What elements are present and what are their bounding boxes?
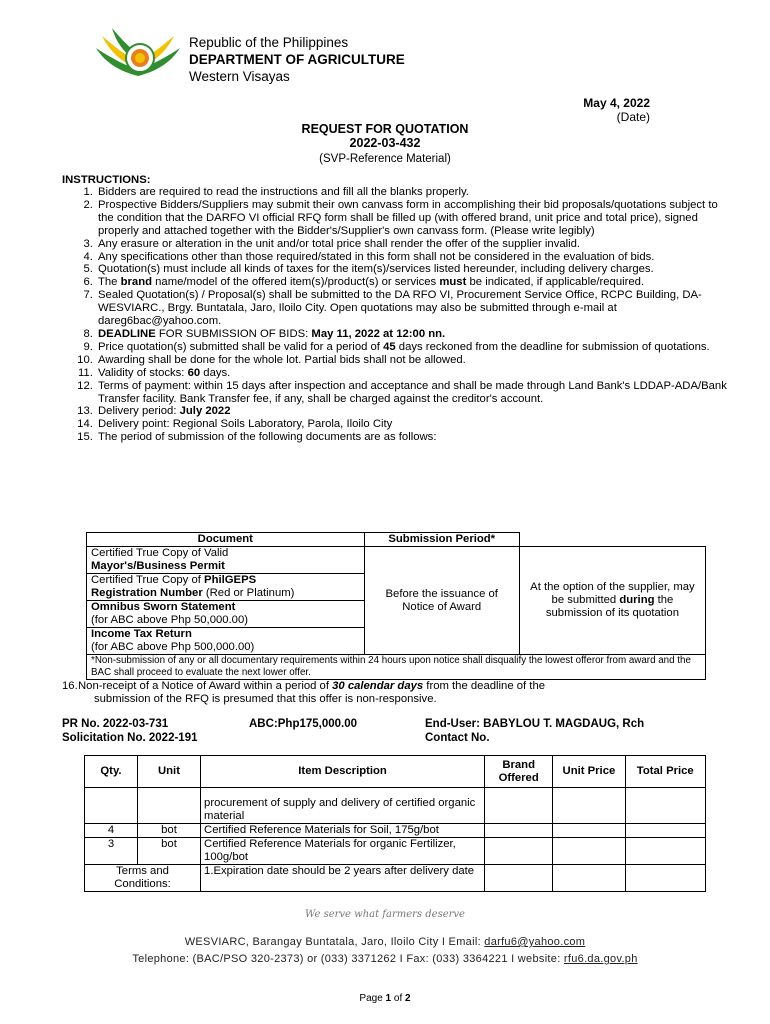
doc-business-permit: Certified True Copy of Valid Mayor's/Business Permit <box>87 547 365 574</box>
abc-amount: ABC:Php175,000.00 <box>249 718 358 730</box>
instruction-item: 14. Delivery point: Regional Soils Laboratory, Parola, Iloilo City <box>96 418 736 431</box>
instruction-item: 9. Price quotation(s) submitted shall be valid for a period of 45 days reckoned from the deadline for submission of quotations. <box>96 341 736 354</box>
letterhead <box>189 34 405 85</box>
region-line: Western Visayas <box>189 69 290 84</box>
col-document: Document <box>87 533 365 547</box>
doc-philgeps: Certified True Copy of PhilGEPS Registration Number (Red or Platinum) <box>87 574 365 601</box>
col-brand: Brand Offered <box>485 756 553 788</box>
instruction-item: 10. Awarding shall be done for the whole lot. Partial bids shall not be allowed. <box>96 354 736 367</box>
terms-label: Terms and Conditions: <box>85 865 201 892</box>
instruction-item: 13. Delivery period: July 2022 <box>96 405 736 418</box>
solicitation-number: Solicitation No. 2022-191 <box>62 732 198 744</box>
item-unit: bot <box>137 838 200 865</box>
instruction-item: 2. Prospective Bidders/Suppliers may submit their own canvass form in accomplishing their bid proposals/quotations subject to the condition that the DARFO VI official RFQ form shall be filled up (with offered brand, unit price and total price), signed properly and attached together with the Bidder's/Supplier's own canvass form. (Please write legibly) <box>96 199 736 238</box>
item-unit: bot <box>137 824 200 838</box>
instruction-item: 8. DEADLINE FOR SUBMISSION OF BIDS: May 11, 2022 at 12:00 nn. <box>96 328 736 341</box>
instruction-item: 6. The brand name/model of the offered item(s)/product(s) or services must be indicated, if applicable/required. <box>96 276 736 289</box>
table-row <box>85 824 706 838</box>
end-user: End-User: BABYLOU T. MAGDAUG, Rch <box>425 718 645 730</box>
instruction-item: 5. Quotation(s) must include all kinds of taxes for the item(s)/services listed hereunder, including delivery charges. <box>96 263 736 276</box>
website-link[interactable]: rfu6.da.gov.ph <box>563 953 638 965</box>
date-block <box>540 96 650 124</box>
instruction-item-16: 16.Non-receipt of a Notice of Award within a period of 30 calendar days from the deadline of the submission of the RFQ is presumed that this offer is non-responsive. <box>62 680 546 705</box>
republic-line: Republic of the Philippines <box>189 35 349 50</box>
docs-note: *Non-submission of any or all documentary requirements within 24 hours upon notice shall disqualify the lowest offeror from award and the BAC shall proceed to evaluate the next lower offer. <box>87 655 706 680</box>
item-qty: 3 <box>85 838 138 865</box>
col-submission-period: Submission Period* <box>364 533 519 547</box>
footer-contact: Telephone: (BAC/PSO 320-2373) or (033) 3371262 I Fax: (033) 3364221 I website: rfu6.da.gov.ph <box>132 953 638 965</box>
rfq-title <box>0 122 770 166</box>
instruction-item: 12. Terms of payment: within 15 days after inspection and acceptance and shall be made through Land Bank's LDDAP-ADA/Bank Transfer facility. Bank Transfer fee, if any, shall be charged against the creditor's account. <box>96 380 736 406</box>
rfq-subtitle: (SVP-Reference Material) <box>319 153 451 165</box>
item-qty: 4 <box>85 824 138 838</box>
item-description: Certified Reference Materials for Soil, 175g/bot <box>201 824 485 838</box>
col-unit: Unit <box>137 756 200 788</box>
period-before-award: Before the issuance of Notice of Award <box>364 547 519 655</box>
pr-block <box>62 717 198 745</box>
department-name: DEPARTMENT OF AGRICULTURE <box>189 52 405 67</box>
contact-number: Contact No. <box>425 732 490 744</box>
terms-description: 1.Expiration date should be 2 years after delivery date <box>201 865 485 892</box>
instruction-item: 11. Validity of stocks: 60 days. <box>96 367 736 380</box>
instructions-heading: INSTRUCTIONS: <box>62 174 151 186</box>
instruction-item: 4. Any specifications other than those required/stated in this form shall not be considered in the evaluation of bids. <box>96 251 736 264</box>
doc-omnibus: Omnibus Sworn Statement (for ABC above Php 50,000.00) <box>87 601 365 628</box>
doc-income-tax: Income Tax Return (for ABC above Php 500,000.00) <box>87 628 365 655</box>
col-total-price: Total Price <box>625 756 705 788</box>
date-value: May 4, 2022 <box>583 96 650 110</box>
rfq-number: 2022-03-432 <box>349 136 421 150</box>
col-qty: Qty. <box>85 756 138 788</box>
footer-address: WESVIARC, Barangay Buntatala, Jaro, Iloilo City I Email: darfu6@yahoo.com <box>184 936 586 948</box>
pr-number: PR No. 2022-03-731 <box>62 718 169 730</box>
period-option: At the option of the supplier, may be submitted during the submission of its quotation <box>519 547 705 655</box>
date-label: (Date) <box>616 110 650 124</box>
motto: We serve what farmers deserve <box>305 909 465 920</box>
instruction-item: 15. The period of submission of the following documents are as follows: <box>96 431 736 444</box>
enduser-block <box>425 717 644 745</box>
instruction-item: 7. Sealed Quotation(s) / Proposal(s) shall be submitted to the DA RFO VI, Procurement Service Office, RCPC Building, DA-WESVIARC., Brgy. Buntatala, Jaro, Iloilo City. Open quotations may also be submitted through e-mail at dareg6bac@yahoo.com. <box>96 289 736 328</box>
item-intro: procurement of supply and delivery of certified organic material <box>201 788 485 824</box>
email-link[interactable]: darfu6@yahoo.com <box>484 936 586 948</box>
instructions-list <box>62 186 736 444</box>
page-number: Page 1 of 2 <box>359 993 411 1004</box>
instruction-item: 3. Any erasure or alteration in the unit and/or total price shall render the offer of the supplier invalid. <box>96 238 736 251</box>
documents-table <box>86 532 706 680</box>
items-table <box>84 755 706 892</box>
table-row <box>85 865 706 892</box>
department-logo <box>92 22 184 86</box>
item-description: Certified Reference Materials for organic Fertilizer, 100g/bot <box>201 838 485 865</box>
rfq-title-line: REQUEST FOR QUOTATION <box>301 122 469 136</box>
instruction-item: 1. Bidders are required to read the instructions and fill all the blanks properly. <box>96 186 736 199</box>
table-row <box>85 838 706 865</box>
col-unit-price: Unit Price <box>553 756 625 788</box>
col-item-description: Item Description <box>201 756 485 788</box>
